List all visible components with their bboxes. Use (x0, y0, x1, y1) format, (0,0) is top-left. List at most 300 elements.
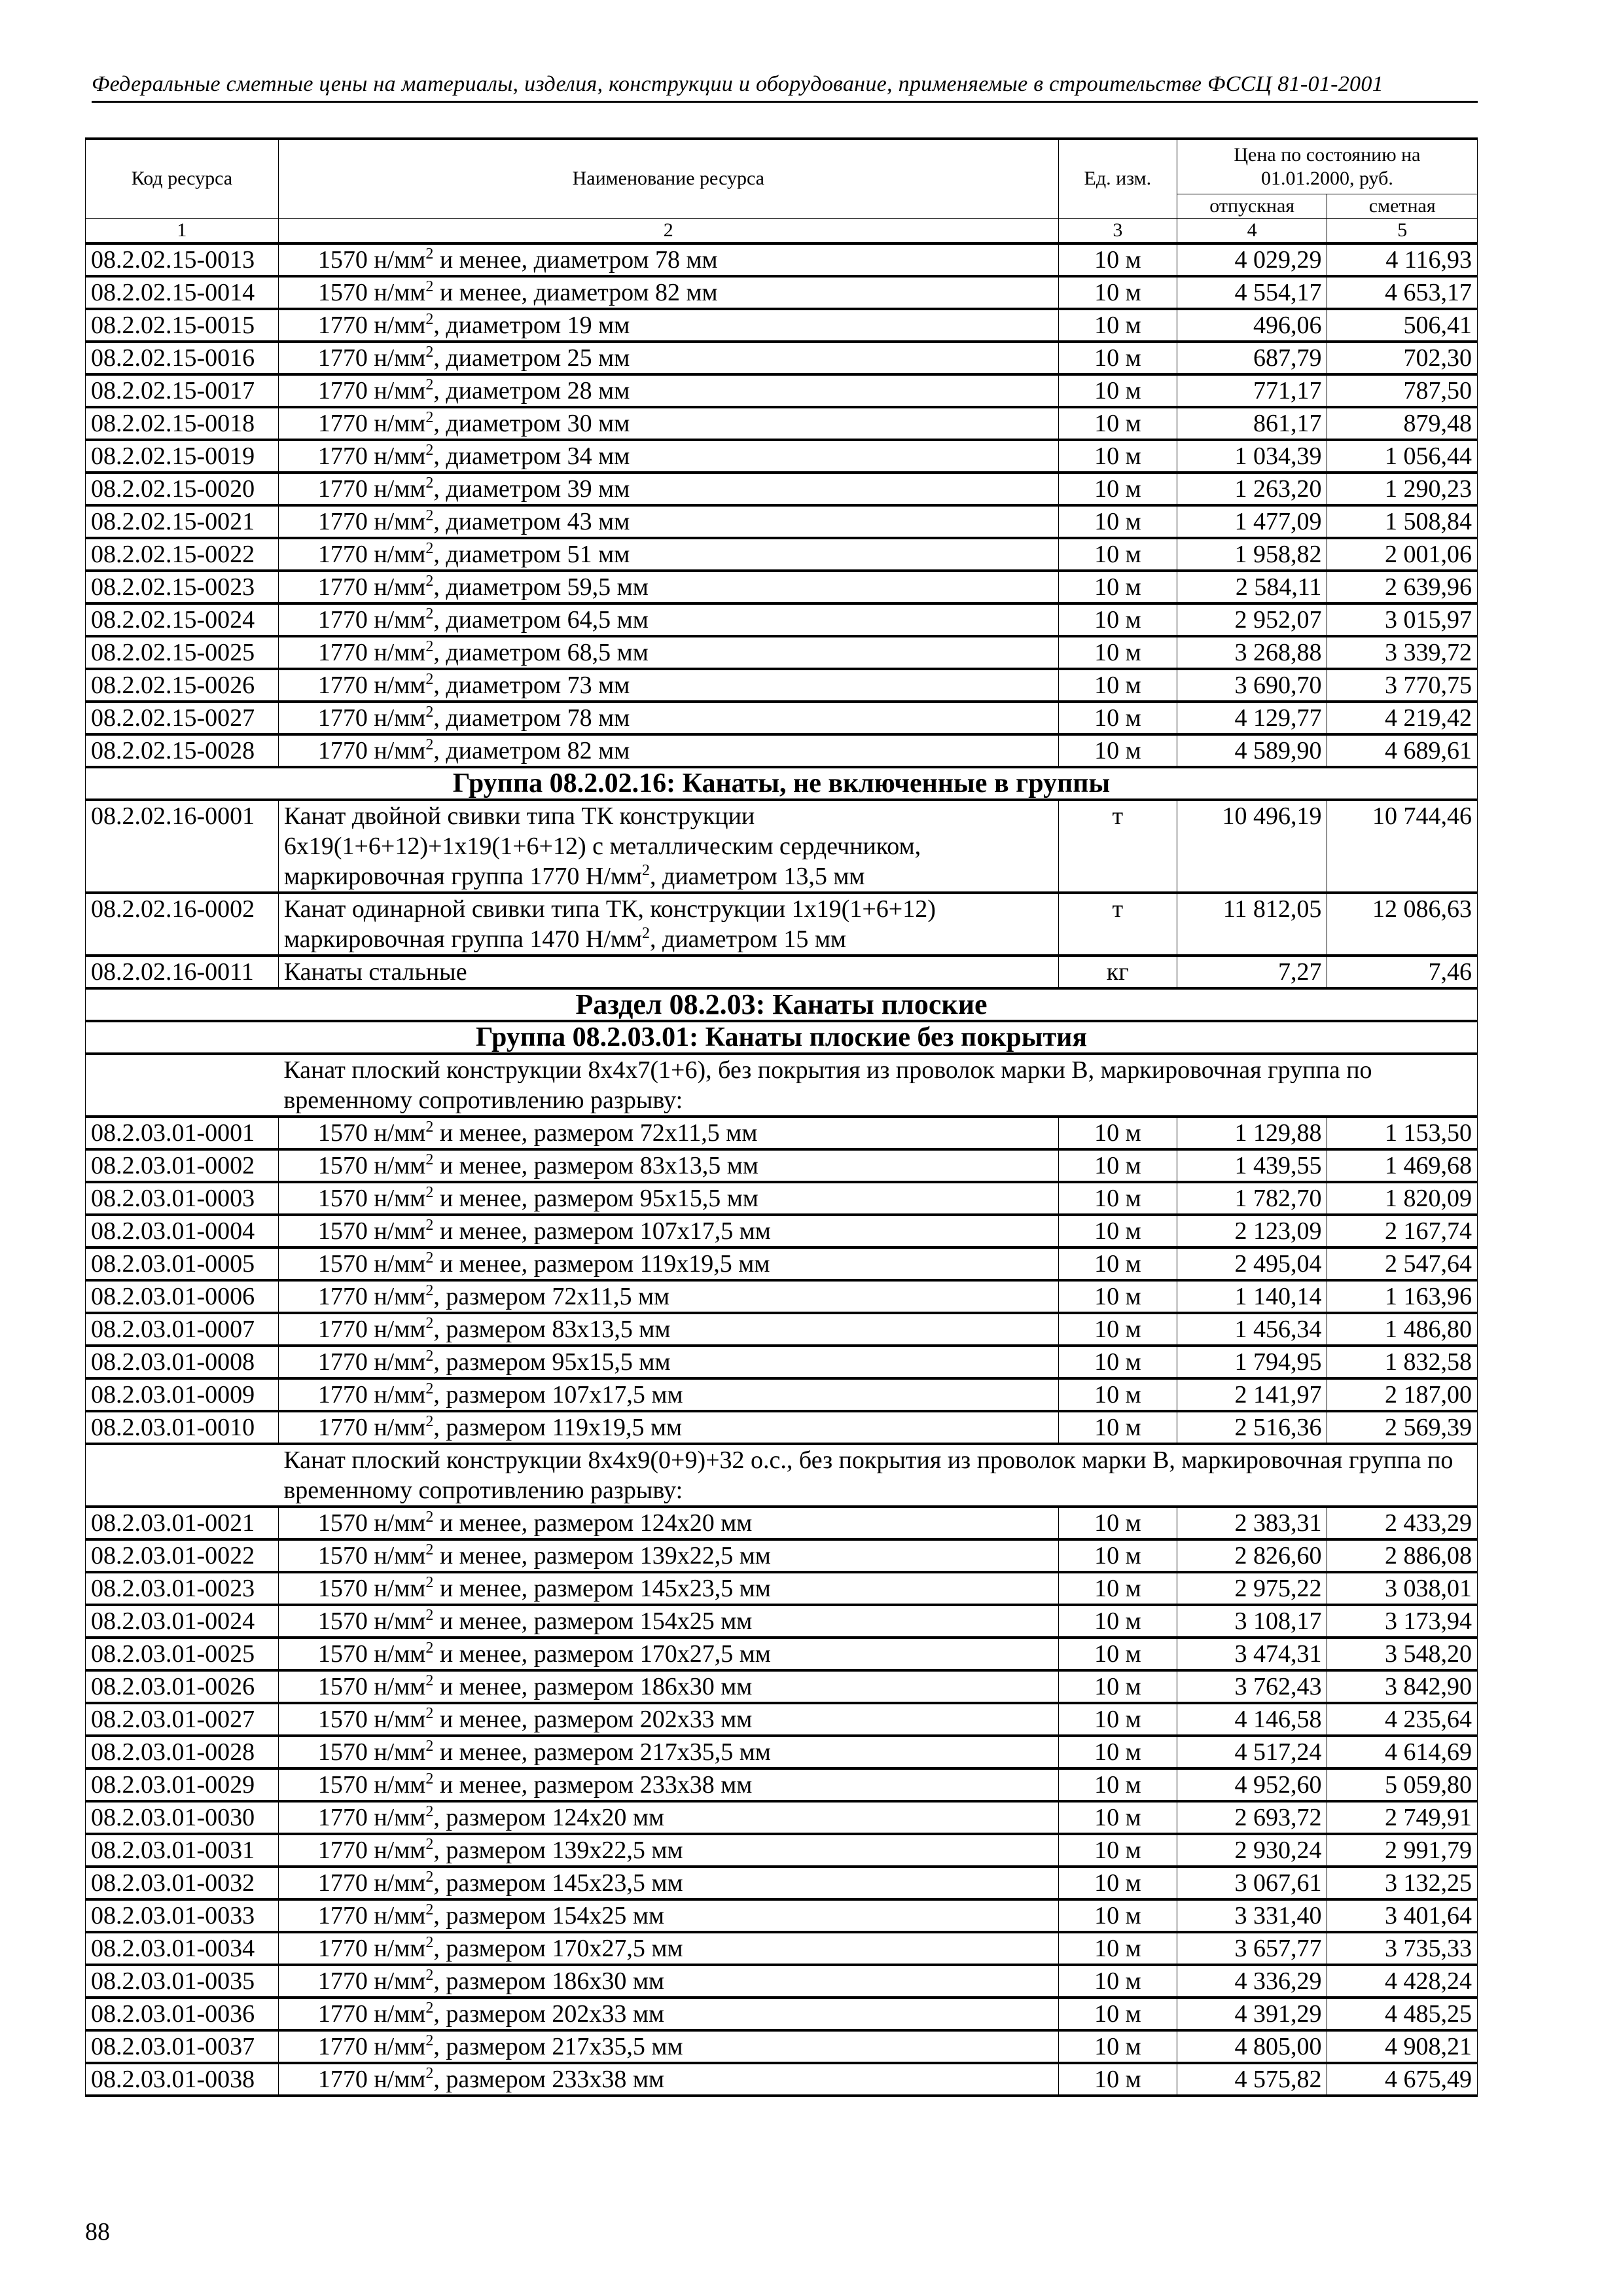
price-estimate: 702,30 (1327, 342, 1478, 374)
description-row (86, 1444, 1478, 1507)
resource-name (278, 1801, 1058, 1834)
name-text: 1770 н/мм (317, 1836, 426, 1864)
table-row (86, 243, 1478, 276)
table-row (86, 1834, 1478, 1867)
superscript: 2 (425, 1314, 434, 1332)
price-estimate: 4 485,25 (1327, 1998, 1478, 2030)
name-text: 1570 н/мм (317, 1738, 426, 1766)
superscript: 2 (425, 1573, 434, 1591)
section-heading-row (86, 988, 1478, 1021)
resource-name (278, 276, 1058, 309)
superscript: 2 (425, 1737, 434, 1755)
name-text: 1770 н/мм (317, 1348, 426, 1376)
superscript: 2 (425, 670, 434, 688)
price-release: 1 129,88 (1177, 1117, 1327, 1149)
resource-code: 08.2.03.01-0010 (86, 1411, 279, 1444)
name-text-tail: и менее, размером 72х11,5 мм (433, 1119, 758, 1147)
table-body (86, 243, 1478, 2096)
resource-name (278, 1539, 1058, 1572)
superscript: 2 (425, 1216, 434, 1234)
name-text: 1570 н/мм (317, 1184, 426, 1212)
resource-name (278, 571, 1058, 603)
price-release: 1 456,34 (1177, 1313, 1327, 1346)
name-text: Канат одинарной свивки типа ТК, конструкции 1х19(1+6+12) маркировочная группа 1470 Н/мм (283, 895, 936, 953)
unit: 10 м (1058, 276, 1177, 309)
name-text: 1770 н/мм (317, 540, 426, 568)
table-row (86, 636, 1478, 669)
name-text-tail: , диаметром 68,5 мм (433, 638, 649, 666)
unit: кг (1058, 956, 1177, 988)
unit: 10 м (1058, 1280, 1177, 1313)
resource-name (278, 505, 1058, 538)
name-text: 1570 н/мм (317, 1574, 426, 1602)
name-text: 1770 н/мм (317, 409, 426, 437)
resource-code: 08.2.03.01-0027 (86, 1703, 279, 1736)
table-row (86, 1736, 1478, 1768)
name-text-tail: и менее, размером 95х15,5 мм (433, 1184, 758, 1212)
name-text-tail: , диаметром 59,5 мм (433, 573, 649, 601)
name-text-tail: и менее, диаметром 82 мм (433, 278, 718, 306)
price-estimate: 2 187,00 (1327, 1378, 1478, 1411)
superscript: 2 (425, 2064, 434, 2082)
name-text: 1570 н/мм (317, 1119, 426, 1147)
name-text: 1570 н/мм (317, 1151, 426, 1179)
price-release: 2 495,04 (1177, 1247, 1327, 1280)
resource-code: 08.2.03.01-0008 (86, 1346, 279, 1378)
name-text: 1570 н/мм (317, 1509, 426, 1537)
price-release: 4 146,58 (1177, 1703, 1327, 1736)
name-text: 1770 н/мм (317, 2065, 426, 2093)
unit: 10 м (1058, 636, 1177, 669)
table-row (86, 571, 1478, 603)
price-release: 1 140,14 (1177, 1280, 1327, 1313)
table-row (86, 342, 1478, 374)
price-release: 4 575,82 (1177, 2063, 1327, 2096)
resource-name (278, 2030, 1058, 2063)
name-text-tail: , диаметром 28 мм (433, 376, 630, 404)
table-row (86, 1998, 1478, 2030)
name-text: 1770 н/мм (317, 1869, 426, 1897)
resource-name (278, 309, 1058, 342)
price-estimate: 2 433,29 (1327, 1507, 1478, 1539)
resource-code: 08.2.02.15-0017 (86, 374, 279, 407)
price-release: 771,17 (1177, 374, 1327, 407)
price-estimate: 4 675,49 (1327, 2063, 1478, 2096)
superscript: 2 (425, 1704, 434, 1722)
unit: 10 м (1058, 1867, 1177, 1899)
resource-code: 08.2.03.01-0009 (86, 1378, 279, 1411)
unit: 10 м (1058, 603, 1177, 636)
price-estimate: 4 116,93 (1327, 243, 1478, 276)
resource-code: 08.2.03.01-0003 (86, 1182, 279, 1215)
group-heading: Группа 08.2.03.01: Канаты плоские без покрытия (86, 1021, 1478, 1054)
price-release: 3 474,31 (1177, 1638, 1327, 1670)
price-estimate: 4 908,21 (1327, 2030, 1478, 2063)
superscript: 2 (425, 507, 434, 524)
unit: 10 м (1058, 1605, 1177, 1638)
table-row (86, 1313, 1478, 1346)
resource-name (278, 603, 1058, 636)
name-text-tail: , размером 170х27,5 мм (433, 1934, 683, 1962)
table-row (86, 893, 1478, 956)
name-text: 1770 н/мм (317, 1967, 426, 1995)
price-release: 10 496,19 (1177, 800, 1327, 893)
header-unit: Ед. изм. (1058, 139, 1177, 218)
resource-code: 08.2.02.16-0011 (86, 956, 279, 988)
resource-code: 08.2.03.01-0005 (86, 1247, 279, 1280)
unit: 10 м (1058, 1834, 1177, 1867)
name-text-tail: , размером 95х15,5 мм (433, 1348, 671, 1376)
resource-name (278, 1572, 1058, 1605)
price-release: 2 123,09 (1177, 1215, 1327, 1247)
table-row (86, 1670, 1478, 1703)
table-row (86, 374, 1478, 407)
resource-name (278, 1215, 1058, 1247)
unit: 10 м (1058, 1801, 1177, 1834)
unit: 10 м (1058, 734, 1177, 767)
name-text: 1770 н/мм (317, 1315, 426, 1343)
superscript: 2 (425, 1966, 434, 1984)
name-text-tail: и менее, размером 202х33 мм (433, 1705, 753, 1733)
name-text-tail: и менее, размером 233х38 мм (433, 1770, 753, 1799)
name-text: 1570 н/мм (317, 1607, 426, 1635)
name-text: 1570 н/мм (317, 1672, 426, 1700)
resource-code: 08.2.02.16-0002 (86, 893, 279, 956)
price-estimate: 2 749,91 (1327, 1801, 1478, 1834)
name-text-tail: , диаметром 43 мм (433, 507, 630, 535)
price-release: 2 826,60 (1177, 1539, 1327, 1572)
price-release: 2 383,31 (1177, 1507, 1327, 1539)
resource-code: 08.2.02.16-0001 (86, 800, 279, 893)
resource-name (278, 1378, 1058, 1411)
unit: 10 м (1058, 505, 1177, 538)
price-estimate: 3 735,33 (1327, 1932, 1478, 1965)
price-release: 1 782,70 (1177, 1182, 1327, 1215)
superscript: 2 (425, 1770, 434, 1787)
unit: 10 м (1058, 1149, 1177, 1182)
name-text-tail: и менее, размером 83х13,5 мм (433, 1151, 758, 1179)
superscript: 2 (425, 1508, 434, 1526)
unit: 10 м (1058, 2030, 1177, 2063)
price-release: 687,79 (1177, 342, 1327, 374)
resource-code: 08.2.02.15-0018 (86, 407, 279, 440)
name-text: 1770 н/мм (317, 671, 426, 699)
price-estimate: 506,41 (1327, 309, 1478, 342)
resource-name (278, 1346, 1058, 1378)
name-text: 1570 н/мм (317, 245, 426, 274)
name-text-tail: , размером 83х13,5 мм (433, 1315, 671, 1343)
unit: 10 м (1058, 407, 1177, 440)
resource-name (278, 2063, 1058, 2096)
superscript: 2 (425, 278, 434, 295)
price-estimate: 3 038,01 (1327, 1572, 1478, 1605)
name-text-tail: , размером 139х22,5 мм (433, 1836, 683, 1864)
price-estimate: 1 056,44 (1327, 440, 1478, 473)
name-text-tail: , диаметром 19 мм (433, 311, 630, 339)
table-row (86, 1182, 1478, 1215)
price-release: 4 336,29 (1177, 1965, 1327, 1998)
table-row (86, 2063, 1478, 2096)
resource-name (278, 1182, 1058, 1215)
table-row (86, 1346, 1478, 1378)
resource-name (278, 1703, 1058, 1736)
table-row (86, 1703, 1478, 1736)
resource-name (278, 538, 1058, 571)
table-row (86, 1215, 1478, 1247)
table-row (86, 702, 1478, 734)
unit: 10 м (1058, 1703, 1177, 1736)
unit: 10 м (1058, 571, 1177, 603)
superscript: 2 (425, 1999, 434, 2017)
resource-name (278, 1605, 1058, 1638)
name-text: 1770 н/мм (317, 573, 426, 601)
column-number: 3 (1058, 218, 1177, 243)
resource-name (278, 1247, 1058, 1280)
superscript: 2 (425, 637, 434, 655)
price-estimate: 2 167,74 (1327, 1215, 1478, 1247)
unit: 10 м (1058, 702, 1177, 734)
table-row (86, 1280, 1478, 1313)
table-row (86, 538, 1478, 571)
price-estimate: 1 508,84 (1327, 505, 1478, 538)
resource-name (278, 1117, 1058, 1149)
price-estimate: 4 219,42 (1327, 702, 1478, 734)
price-estimate: 2 991,79 (1327, 1834, 1478, 1867)
name-text-tail: и менее, размером 119х19,5 мм (433, 1249, 770, 1278)
price-estimate: 4 653,17 (1327, 276, 1478, 309)
superscript: 2 (425, 1933, 434, 1951)
price-estimate: 3 842,90 (1327, 1670, 1478, 1703)
name-text: 1570 н/мм (317, 1770, 426, 1799)
resource-code: 08.2.03.01-0032 (86, 1867, 279, 1899)
name-text-tail: , диаметром 25 мм (433, 344, 630, 372)
column-number: 1 (86, 218, 279, 243)
name-text-tail: и менее, диаметром 78 мм (433, 245, 718, 274)
superscript: 2 (425, 1118, 434, 1136)
unit: 10 м (1058, 1736, 1177, 1768)
unit: 10 м (1058, 1899, 1177, 1932)
price-release: 1 439,55 (1177, 1149, 1327, 1182)
column-number: 4 (1177, 218, 1327, 243)
table-row (86, 1149, 1478, 1182)
description-row (86, 1054, 1478, 1117)
resource-name (278, 1313, 1058, 1346)
resource-code: 08.2.02.15-0014 (86, 276, 279, 309)
name-text: 1770 н/мм (317, 1380, 426, 1408)
price-estimate: 3 401,64 (1327, 1899, 1478, 1932)
price-release: 4 952,60 (1177, 1768, 1327, 1801)
name-text-tail: , размером 186х30 мм (433, 1967, 664, 1995)
price-release: 1 263,20 (1177, 473, 1327, 505)
name-text-tail: , размером 217х35,5 мм (433, 2032, 683, 2060)
table-row (86, 669, 1478, 702)
group-heading-row (86, 1021, 1478, 1054)
price-release: 2 516,36 (1177, 1411, 1327, 1444)
table-row (86, 603, 1478, 636)
resource-name (278, 1670, 1058, 1703)
table-row (86, 1605, 1478, 1638)
price-release: 3 690,70 (1177, 669, 1327, 702)
price-release: 4 391,29 (1177, 1998, 1327, 2030)
superscript: 2 (425, 310, 434, 328)
resource-name (278, 636, 1058, 669)
price-release: 496,06 (1177, 309, 1327, 342)
name-text-tail: , диаметром 73 мм (433, 671, 630, 699)
price-estimate: 1 153,50 (1327, 1117, 1478, 1149)
name-text-tail: , размером 72х11,5 мм (433, 1282, 670, 1310)
price-release: 861,17 (1177, 407, 1327, 440)
resource-code: 08.2.02.15-0028 (86, 734, 279, 767)
resource-name (278, 407, 1058, 440)
superscript: 2 (425, 605, 434, 622)
table-row (86, 734, 1478, 767)
table-row (86, 407, 1478, 440)
superscript: 2 (425, 2032, 434, 2049)
price-estimate: 2 001,06 (1327, 538, 1478, 571)
section-heading: Раздел 08.2.03: Канаты плоские (86, 988, 1478, 1021)
name-text-tail: , диаметром 30 мм (433, 409, 630, 437)
blank-cell (86, 1444, 279, 1507)
resource-name (278, 1867, 1058, 1899)
name-text-tail: , размером 154х25 мм (433, 1901, 664, 1929)
name-text: 1770 н/мм (317, 2000, 426, 2028)
unit: 10 м (1058, 1572, 1177, 1605)
price-release: 1 958,82 (1177, 538, 1327, 571)
column-number: 5 (1327, 218, 1478, 243)
resource-code: 08.2.02.15-0023 (86, 571, 279, 603)
name-text-tail: , диаметром 82 мм (433, 736, 630, 764)
name-text-tail: , размером 107х17,5 мм (433, 1380, 683, 1408)
unit: 10 м (1058, 1638, 1177, 1670)
resource-name (278, 800, 1058, 893)
superscript: 2 (425, 245, 434, 262)
name-text-tail: и менее, размером 107х17,5 мм (433, 1217, 771, 1245)
name-text-tail: , диаметром 51 мм (433, 540, 630, 568)
superscript: 2 (425, 1639, 434, 1657)
price-estimate: 1 832,58 (1327, 1346, 1478, 1378)
resource-code: 08.2.03.01-0006 (86, 1280, 279, 1313)
price-release: 2 584,11 (1177, 571, 1327, 603)
price-estimate: 7,46 (1327, 956, 1478, 988)
unit: 10 м (1058, 1507, 1177, 1539)
superscript: 2 (425, 703, 434, 721)
resource-code: 08.2.03.01-0035 (86, 1965, 279, 1998)
name-text-tail: , размером 202х33 мм (433, 2000, 664, 2028)
name-text: 1770 н/мм (317, 442, 426, 470)
name-text-tail: и менее, размером 145х23,5 мм (433, 1574, 771, 1602)
superscript: 2 (425, 1541, 434, 1558)
superscript: 2 (425, 1249, 434, 1266)
superscript: 2 (425, 1835, 434, 1853)
price-release: 3 067,61 (1177, 1867, 1327, 1899)
name-text-tail: и менее, размером 186х30 мм (433, 1672, 753, 1700)
resource-name (278, 669, 1058, 702)
price-release: 4 805,00 (1177, 2030, 1327, 2063)
resource-name (278, 956, 1058, 988)
price-estimate: 1 290,23 (1327, 473, 1478, 505)
name-text-tail: и менее, размером 154х25 мм (433, 1607, 753, 1635)
resource-code: 08.2.03.01-0030 (86, 1801, 279, 1834)
price-release: 4 554,17 (1177, 276, 1327, 309)
name-text: 1570 н/мм (317, 1541, 426, 1570)
table-row (86, 1801, 1478, 1834)
superscript: 2 (425, 1183, 434, 1201)
price-estimate: 787,50 (1327, 374, 1478, 407)
group-heading: Группа 08.2.02.16: Канаты, не включенные в группы (86, 767, 1478, 800)
unit: 10 м (1058, 1378, 1177, 1411)
name-text-tail: , размером 124х20 мм (433, 1803, 664, 1831)
unit: 10 м (1058, 1965, 1177, 1998)
superscript: 2 (425, 376, 434, 393)
resource-code: 08.2.02.15-0020 (86, 473, 279, 505)
price-estimate: 879,48 (1327, 407, 1478, 440)
price-release: 4 029,29 (1177, 243, 1327, 276)
price-estimate: 5 059,80 (1327, 1768, 1478, 1801)
superscript: 2 (425, 1868, 434, 1886)
price-release: 3 268,88 (1177, 636, 1327, 669)
resource-code: 08.2.02.15-0026 (86, 669, 279, 702)
resource-name (278, 1280, 1058, 1313)
name-text: 1570 н/мм (317, 1249, 426, 1278)
name-text-tail: , размером 145х23,5 мм (433, 1869, 683, 1897)
running-head: Федеральные сметные цены на материалы, изделия, конструкции и оборудование, применяемые в строительстве ФССЦ 81-01-2001 (92, 72, 1478, 103)
table-row (86, 1572, 1478, 1605)
price-release: 3 331,40 (1177, 1899, 1327, 1932)
resource-code: 08.2.03.01-0021 (86, 1507, 279, 1539)
resource-code: 08.2.03.01-0002 (86, 1149, 279, 1182)
table-row (86, 440, 1478, 473)
resource-code: 08.2.02.15-0015 (86, 309, 279, 342)
price-release: 4 517,24 (1177, 1736, 1327, 1768)
unit: 10 м (1058, 1215, 1177, 1247)
table-row (86, 1867, 1478, 1899)
name-text: 1770 н/мм (317, 475, 426, 503)
superscript: 2 (425, 1803, 434, 1820)
resource-code: 08.2.03.01-0033 (86, 1899, 279, 1932)
name-text: 1570 н/мм (317, 1705, 426, 1733)
name-text: Канат двойной свивки типа ТК конструкции 6х19(1+6+12)+1х19(1+6+12) с металлическим сердечником, маркировочная группа 1770 Н/мм (283, 802, 921, 890)
price-estimate: 1 163,96 (1327, 1280, 1478, 1313)
resource-name (278, 1411, 1058, 1444)
name-text: 1570 н/мм (317, 1217, 426, 1245)
unit: 10 м (1058, 1411, 1177, 1444)
unit: т (1058, 893, 1177, 956)
group-heading-row (86, 767, 1478, 800)
unit: 10 м (1058, 374, 1177, 407)
unit: 10 м (1058, 1932, 1177, 1965)
superscript: 2 (425, 441, 434, 459)
superscript: 2 (425, 1606, 434, 1624)
superscript: 2 (425, 408, 434, 426)
resource-name (278, 1736, 1058, 1768)
unit: 10 м (1058, 2063, 1177, 2096)
table-row (86, 1965, 1478, 1998)
name-text: 1770 н/мм (317, 704, 426, 732)
name-text-tail: и менее, размером 217х35,5 мм (433, 1738, 771, 1766)
unit: 10 м (1058, 1768, 1177, 1801)
header-price-release: отпускная (1177, 194, 1327, 218)
table-row (86, 2030, 1478, 2063)
name-text: 1770 н/мм (317, 736, 426, 764)
resource-name (278, 1768, 1058, 1801)
resource-name (278, 1965, 1058, 1998)
resource-code: 08.2.02.15-0024 (86, 603, 279, 636)
table-row (86, 505, 1478, 538)
resource-code: 08.2.03.01-0004 (86, 1215, 279, 1247)
superscript: 2 (425, 1412, 434, 1430)
resource-code: 08.2.03.01-0028 (86, 1736, 279, 1768)
unit: т (1058, 800, 1177, 893)
